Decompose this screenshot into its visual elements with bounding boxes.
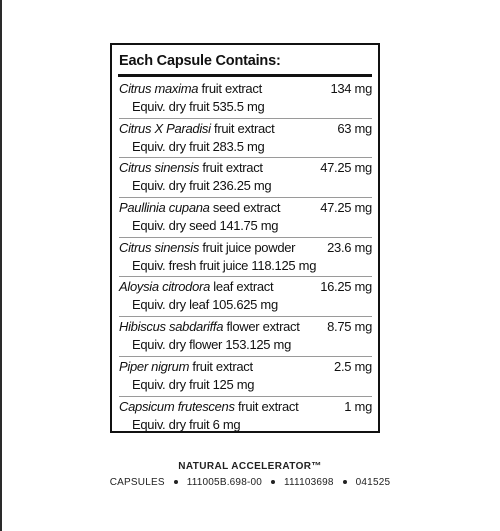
ingredient-amount: 134 mg — [330, 81, 372, 96]
ingredient-equivalent: Equiv. dry fruit 535.5 mg — [132, 99, 265, 114]
ingredient-latin-name: Aloysia citrodora — [119, 279, 210, 295]
ingredient-row — [119, 238, 372, 278]
ingredient-part: flower extract — [223, 319, 300, 335]
product-name: NATURAL ACCELERATOR™ — [178, 461, 322, 472]
ingredient-row — [119, 277, 372, 317]
ingredient-name — [119, 240, 295, 255]
ingredient-part: fruit extract — [198, 81, 262, 96]
ingredient-equivalent: Equiv. dry flower 153.125 mg — [132, 337, 292, 353]
ingredient-name — [119, 319, 300, 334]
ingredient-part: fruit extract — [189, 358, 253, 374]
ingredient-row — [119, 397, 372, 437]
ingredient-part: fruit extract — [210, 120, 275, 136]
panel-title-rule — [118, 74, 372, 77]
ingredient-row — [119, 119, 372, 159]
ingredient-amount: 2.5 mg — [334, 358, 372, 374]
ingredient-name — [119, 160, 263, 175]
ingredient-name — [119, 279, 273, 294]
ingredient-row — [119, 317, 372, 357]
separator-dot — [174, 480, 178, 484]
left-edge-rule — [0, 0, 2, 531]
ingredient-equivalent: Equiv. dry fruit 125 mg — [132, 376, 255, 392]
ingredient-name — [119, 81, 262, 96]
ingredients-panel — [110, 43, 380, 433]
ingredient-equivalent: Equiv. fresh fruit juice 118.125 mg — [132, 257, 317, 273]
ingredient-latin-name: Citrus sinensis — [119, 160, 200, 176]
ingredient-row — [119, 357, 372, 397]
ingredient-name — [119, 359, 253, 374]
separator-dot — [343, 480, 347, 484]
ingredient-list — [119, 79, 372, 436]
ingredient-equivalent: Equiv. dry fruit 283.5 mg — [132, 138, 265, 154]
ingredient-latin-name: Paullinia cupana — [119, 200, 210, 216]
product-form: CAPSULES — [109, 477, 165, 488]
ingredient-latin-name: Piper nigrum — [119, 358, 190, 374]
ingredient-amount: 63 mg — [337, 120, 372, 136]
ingredient-latin-name: Capsicum frutescens — [119, 398, 235, 414]
ingredient-amount: 8.75 mg — [327, 319, 372, 335]
ingredient-amount: 16.25 mg — [320, 279, 372, 295]
ingredient-row — [119, 79, 372, 119]
ingredient-latin-name: Citrus X Paradisi — [119, 120, 211, 136]
ingredient-amount: 47.25 mg — [320, 200, 372, 216]
ingredient-equivalent: Equiv. dry fruit 236.25 mg — [132, 178, 272, 194]
ingredient-equivalent: Equiv. dry fruit 6 mg — [132, 416, 241, 432]
panel-title: Each Capsule Contains: — [119, 53, 281, 69]
ingredient-part: fruit juice powder — [199, 239, 296, 255]
product-code: 041525 — [355, 477, 391, 488]
ingredient-row — [119, 158, 372, 198]
ingredient-name — [119, 200, 280, 215]
ingredient-name — [119, 399, 298, 414]
product-code: 111103698 — [284, 477, 334, 488]
product-code: 111005B.698-00 — [186, 477, 263, 488]
ingredient-amount: 1 mg — [344, 398, 372, 414]
ingredient-latin-name: Citrus maxima — [119, 81, 199, 96]
ingredient-row — [119, 198, 372, 238]
ingredient-name — [119, 121, 274, 136]
ingredient-equivalent: Equiv. dry seed 141.75 mg — [132, 218, 279, 234]
ingredient-amount: 23.6 mg — [327, 239, 372, 255]
ingredient-part: fruit extract — [199, 160, 263, 176]
separator-dot — [271, 480, 275, 484]
ingredient-part: fruit extract — [234, 398, 299, 414]
ingredient-part: seed extract — [209, 200, 281, 216]
ingredient-amount: 47.25 mg — [320, 160, 372, 176]
ingredient-latin-name: Citrus sinensis — [119, 239, 200, 255]
product-codes — [0, 477, 500, 488]
ingredient-latin-name: Hibiscus sabdariffa — [119, 319, 224, 335]
ingredient-equivalent: Equiv. dry leaf 105.625 mg — [132, 297, 278, 313]
ingredient-part: leaf extract — [210, 279, 274, 295]
